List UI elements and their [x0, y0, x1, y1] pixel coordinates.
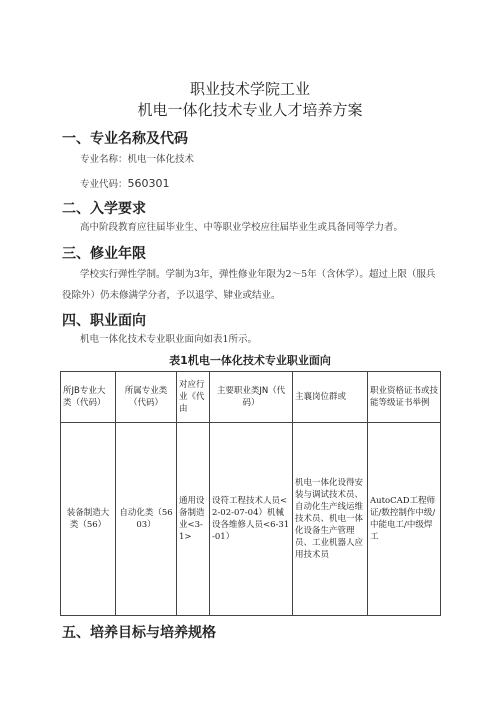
header-cell: 对应行业《代由 — [177, 372, 210, 423]
section-heading-1: 一、专业名称及代码 — [62, 131, 188, 147]
duration-text-line-2: 役除外）仍未修满学分者，予以退学、肄业或结业。 — [62, 290, 281, 301]
document-title: 职业技术学院工业 — [189, 80, 310, 98]
section-heading-3: 三、修业年限 — [62, 246, 146, 262]
document-subtitle: 机电一体化技术专业人才培养方案 — [137, 101, 363, 119]
admission-text: 高中阶段教育应往届毕业生、中等职业学校应往届毕业生或具备同等学力者。 — [80, 222, 404, 233]
section-heading-4: 四、职业面向 — [62, 313, 146, 329]
header-cell: 所属专业类（代码） — [116, 372, 177, 423]
table-row — [61, 423, 441, 616]
table-cell: AutoCAD工程师证/数控制作中级/中能电工/中级焊工 — [368, 423, 441, 616]
header-cell: 主襄岗位群或 — [293, 372, 368, 423]
table-cell: 通用设备制造业<3-1> — [177, 423, 210, 616]
table-cell: 自动化类（5603） — [116, 423, 177, 616]
major-code-line — [80, 174, 170, 194]
table-caption: 表1机电一体化技术专业职业面向 — [169, 354, 331, 367]
table-header-row — [61, 372, 441, 423]
major-code-value: 560301 — [127, 177, 170, 190]
section-heading-2: 二、入学要求 — [62, 201, 146, 217]
table-cell: 机电一体化设得安装与调试技术员、自动化生产线运维技术员、机电一体化设备生产管理员、工业机器人应用技术员 — [293, 423, 368, 616]
major-name-line: 专业名称：机电一体化技术 — [80, 154, 195, 165]
header-cell: 主要职业类JN（代码） — [210, 372, 293, 423]
table-cell: 设符工程技术人员<2-02-07-04）机械设各维修人员<6-31-01） — [210, 423, 293, 616]
header-cell: 职业资格证书或技能等级证书举例 — [368, 372, 441, 423]
major-code-label: 专业代码： — [80, 179, 128, 190]
duration-text-line-1: 学校实行弹性学制。学制为3年，弹性修业年限为2〜5年（含休学）。超过上限（服兵 — [80, 269, 436, 280]
table-cell: 装备制造大类（56） — [61, 423, 116, 616]
section-heading-5: 五、培养目标与培养规格 — [62, 625, 216, 641]
career-orientation-table — [60, 371, 441, 616]
career-orientation-text: 机电一体化技术专业职业面向如表1所示。 — [80, 334, 258, 345]
header-cell: 所JB专业大类（代码） — [61, 372, 116, 423]
